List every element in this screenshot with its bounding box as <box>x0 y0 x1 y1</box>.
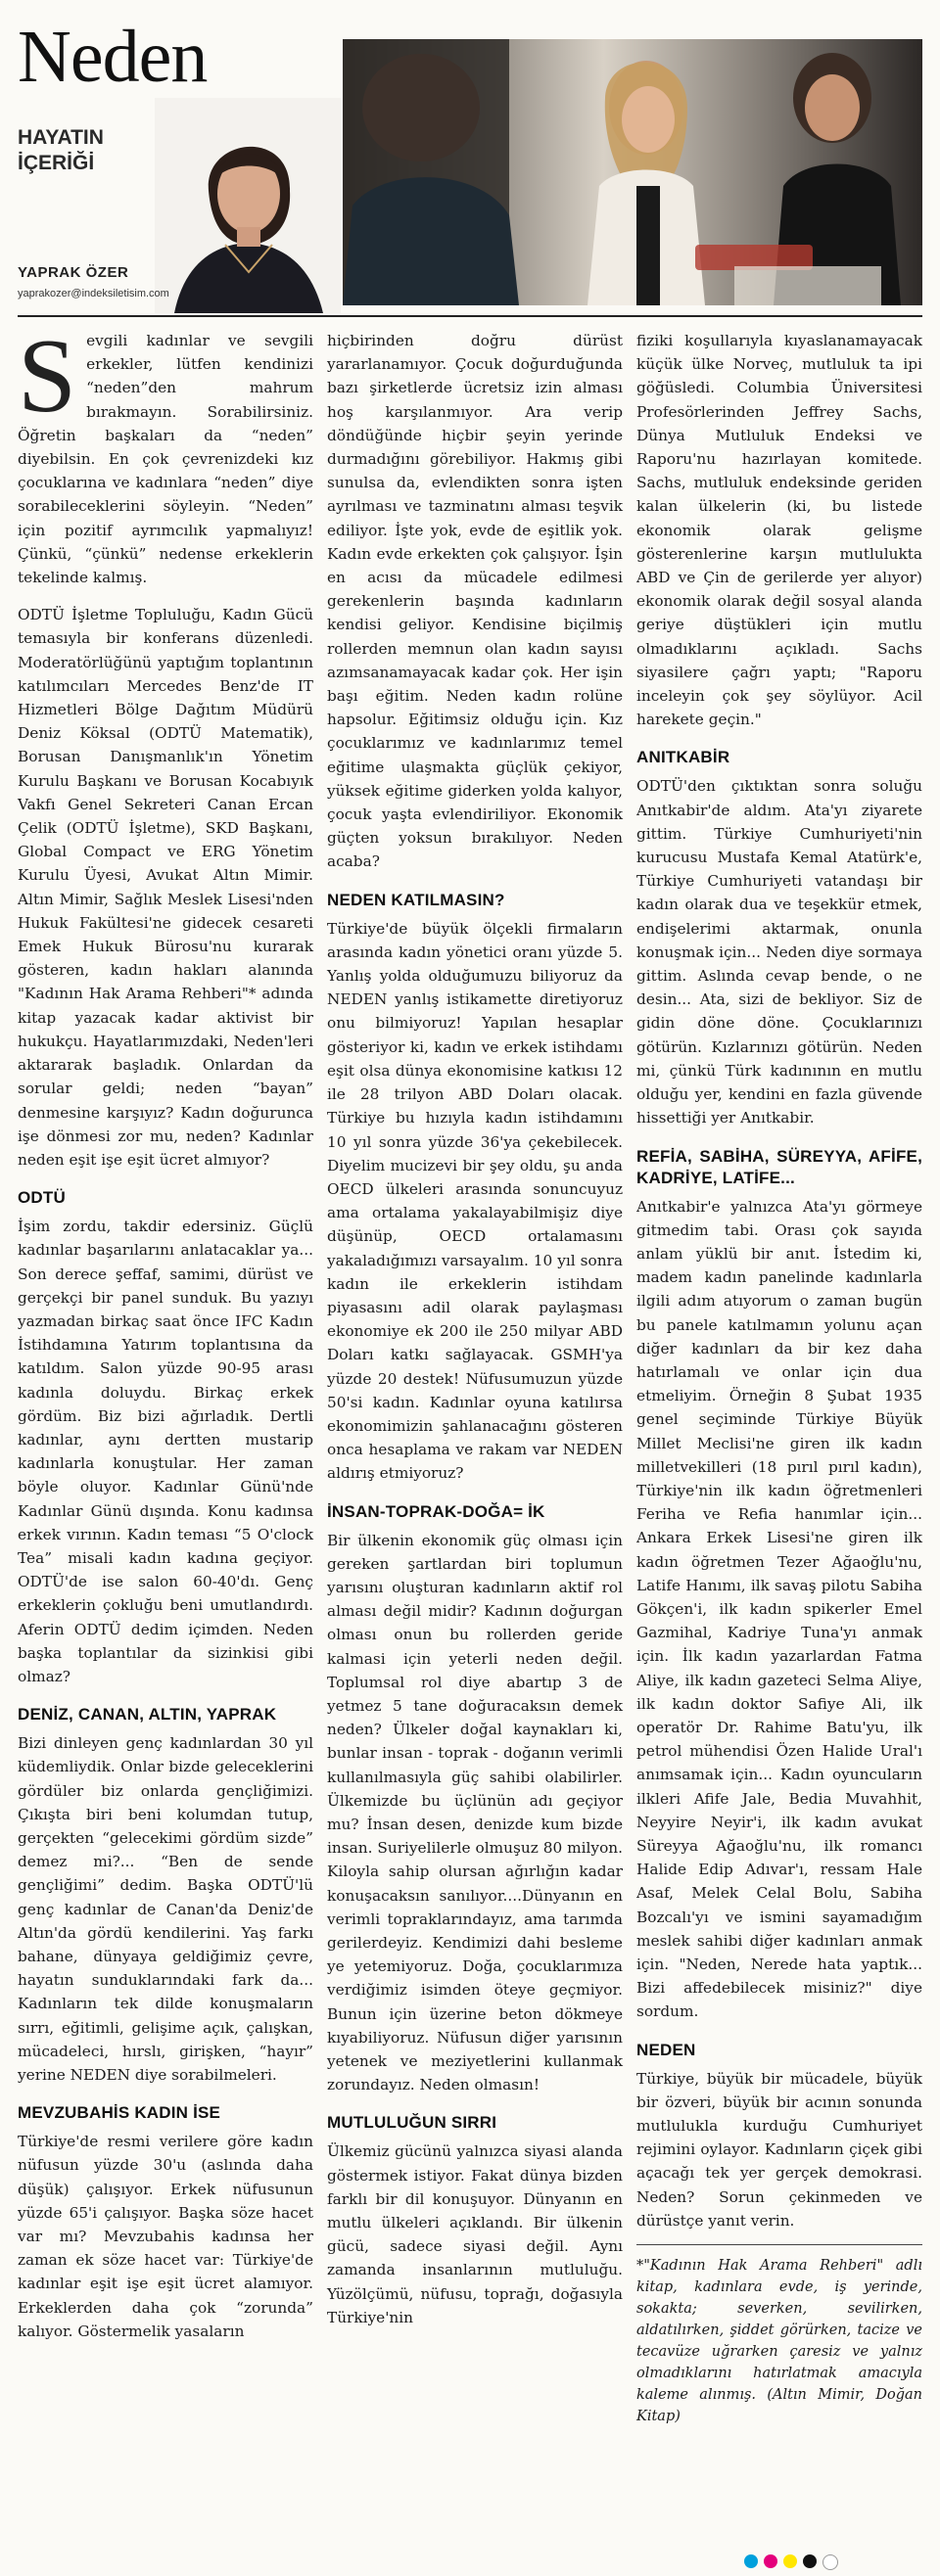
body-paragraph: ODTÜ'den çıktıktan sonra soluğu Anıtkabir'de aldım. Ata'yı ziyarete gittim. Türkiye Cumhuriyeti'nin kurucusu Mustafa Kemal Atatürk'e, Türkiye Cumhuriyeti vatandaşı bir kadın olarak dua ve teşekkür etmek, endişelerimi aktarmak, onunla konuşmak için... Neden diye sormaya gittim. Aslında cevap bende, o ne desin... Ata, sizi de bekliyor. Siz de gidin döne döne. Çocuklarınızı götürün. Kızlarınızı götürün. Neden mi, çünkü Türk kadınının en mutlu olduğu yer, kendini en fazla güvende hissettiği yer Anıtkabir. <box>636 777 922 1127</box>
section-heading-mutluluk: MUTLULUĞUN SIRRI <box>327 2113 497 2133</box>
author-email: yaprakozer@indeksiletisim.com <box>18 288 169 299</box>
author-portrait <box>155 98 341 313</box>
color-mark <box>764 2554 777 2568</box>
section-heading-names: DENİZ, CANAN, ALTIN, YAPRAK <box>18 1705 277 1725</box>
page-title: Neden <box>18 16 208 98</box>
footnote: *"Kadının Hak Arama Rehberi" adlı kitap, kadınlara evde, iş yerinde, sokakta; severken, sevilirken, aldatılırken, şiddet görürken, tacize ve tecavüze uğrarken çaresiz ve yalnız olmadıklarını hatırlatmak amacıyla kaleme alınmış. (Altın Mimir, Doğan Kitap) <box>636 2258 922 2425</box>
header-photo <box>343 39 922 305</box>
body-paragraph: fiziki koşullarıyla kıyaslanamayacak küçük ülke Norveç, mutluluk ta ipi göğüsledi. Columbia Üniversitesi Profesörlerinden Jeffrey Sachs, Dünya Mutluluk Endeksi ve Raporu'nu hazırlayan komitede. Sachs, mutluluk endeksinde geriden kalan ülkelerin (ki, bu listede ekonomik olarak gelişme gösterenlerine karşın mutluluktа ABD ve Çin de gerilerde yer alıyor) ekonomik olarak değil sosyal alanda geriye düştükleri için mutlu olmadıklarını açıkladı. Sachs siyasilere çağrı yaptı; "Raporu inceleyin çok şey söylüyor. Acil harekete geçin." <box>636 332 922 729</box>
color-mark <box>822 2554 838 2570</box>
column-name <box>18 125 104 176</box>
body-paragraph: hiçbirinden doğru dürüst yararlanamıyor. Çocuk doğurduğunda bazı şirketlerde ücretsiz izin alması hoş karşılanmıyor. Ara verip döndüğünde hiçbir şeyin yerinde durmadığını görebiliyor. Hakmış gibi sunulsa da, evlendikten sonra işten ayrılması ve tazminatını alması teşvik ediliyor. İşte yok, evde de eşitlik yok. Kadın evde erkekten çok çalışıyor. İşin en acısı da mücadele edilmesi gerekenlerin başında kadınların kendisi geliyor. Kendisine biçilmiş rollerden memnun olan kadın sayısı azımsanamayacak kadar çok. Her işin başı eğitim. Neden kadın rolüne hapsolur. Eğitimsiz olduğu için. Kız çocuklarımız ve kadınlarımız temel eğitime ulaşmakta güçlük çekiyor, yüksek eğitime giderken yolda kalıyor, çocuk yaşta evlendiriliyor. Ekonomik güçten yoksun bırakılıyor. Neden acaba? <box>327 332 623 871</box>
color-mark <box>803 2554 817 2568</box>
column-name-line1: HAYATIN <box>18 126 104 149</box>
section-heading-anitkabir: ANITKABİR <box>636 748 730 767</box>
section-heading-odtu: ODTÜ <box>18 1188 66 1208</box>
body-paragraph: Türkiye'de resmi verilere göre kadın nüfusun yüzde 30'u (aslında daha düşük) çalışıyor. Erkek nüfusunun yüzde 65'i çalışıyor. Başka söze hacet var mı? Mevzubahis kadınsa her zaman ek söze hacet var: Türkiye'de kadınlar eşit işe eşit ücret alamıyor. Erkeklerden daha çok “zorunda” kalıyor. Göstermelik yasaların <box>18 2133 313 2340</box>
body-paragraph: ODTÜ İşletme Topluluğu, Kadın Gücü temasıyla bir konferans düzenledi. Moderatörlüğünü yaptığım toplantının katılımcıları Mercedes Benz'de IT Hizmetleri Bölge Dağıtım Müdürü Deniz Köksal (ODTÜ Matematik), Borusan Danışmanlık'ın Yönetim Kurulu Başkanı ve Borusan Kocabıyık Vakfı Genel Sekreteri Canan Ercan Çelik (ODTÜ İşletme), SKD Başkanı, Global Compact ve ERG Yönetim Kurulu Üyesi, Avukat Altın Mimir. Altın Mimir, Sağlık Meslek Lisesi'nden Hukuk Fakültesi'ne gidecek cesareti Emek Hukuk Bürosu'nu kurarak gösteren, kadın hakları alanında "Kadının Hak Arama Rehberi"* adında kitap yazacak kadar aktivist bir hukukçu. Hayatlarımızdaki, Neden'leri aktararak başladık. Onlardan da sorular geldi; neden “bayan” denmesine karşıyız? Kadın doğurunca işe dönmesi zor mu, neden? Kadınlar neden eşit işe eşit ücret almıyor? <box>18 606 313 1169</box>
body-paragraph: Türkiye, büyük bir mücadele, büyük bir özveri, büyük bir acının sonunda mutlulukla kurduğu Cumhuriyet rejimini oylayor. Kadınların çiçek gibi açacağı tek yer gerçek demokrasi. Neden? Sorun çekinmeden ve dürüstçe yanıt verin. <box>636 2069 922 2230</box>
color-mark <box>783 2554 797 2568</box>
body-paragraph: İşim zordu, takdir edersiniz. Güçlü kadınlar başarılarını anlatacaklar ya... Son derece şeffaf, samimi, dürüst ve gerçekçi bir panel sunduk. Bu yazıyı yazmadan birkaç saat önce IFC Kadın İstihdamına Yatırım toplantısına da katıldım. Salon yüzde 90-95 arası kadınla doluydu. Birkaç erkek gördüm. Biz bizi ağırladık. Dertli kadınlar, aynı dertten mustarip kadınlarla konuştular. Her zaman böyle oluyor. Kadınlar Günü'nde Kadınlar Günü dışında. Konu kadınsa erkek vırının. Kadın teması “5 O'clock Tea” misali kadın kadına geçiyor. ODTÜ'de ise salon 60-40'dı. Genç erkeklerin çokluğu beni umutlandırdı. Aferin ODTÜ dedim içimden. Neden başka toplantılar da sizinkisi gibi olmaz? <box>18 1218 313 1685</box>
dropcap: S <box>18 318 77 435</box>
section-heading-insan-toprak-doga: İNSAN-TOPRAK-DOĞA= İK <box>327 1501 545 1521</box>
section-heading-women-names: REFİA, SABİHA, SÜREYYA, AFİFE, KADRİYE, LATİFE... <box>636 1146 922 1187</box>
article-column-3 <box>636 329 922 2427</box>
print-registration-marks <box>744 2554 838 2570</box>
column-name-line2: İÇERİĞİ <box>18 152 95 174</box>
section-heading-katilmasin: NEDEN KATILMASIN? <box>327 890 505 909</box>
body-paragraph: Ülkemiz gücünü yalnızca siyasi alanda göstermek istiyor. Fakat dünya bizden farklı bir dil konuşuyor. Dünyanın en mutlu ülkeleri açıklandı. Bir ülkenin gücü, sadece siyasi değil. Aynı zamanda insanlarının mutluluğu. Yüzölçümü, nüfusu, toprağı, doğasıyla Türkiye'nin <box>327 2142 623 2326</box>
section-heading-neden: NEDEN <box>636 2040 696 2059</box>
article-column-2 <box>327 329 623 2329</box>
header-divider <box>18 315 922 317</box>
footnote-divider <box>636 2244 922 2245</box>
body-paragraph: Bir ülkenin ekonomik güç olması için gereken şartlardan biri toplumun yarısını oluşturan kadınların aktif rol alması değil midir? Kadının doğurgan olması onun bu rollerden geride kalmasi için yeterli neden değil. Toplumsal rol diye abartıp 3 de yetmez 5 tane doğuracaksın demek neden? Ülkeler doğal kaynakları ki, bunlar insan - toprak - doğanın verimli kullanılmasıyla güç sahibi olabilirler. Ülkemizde bu üçlünün adı geçiyor mu? İnsan desen, denizde kum bizde insan. Suriyelilerle olmuşuz 80 milyon. Kiloyla sahip olursan ağırlığın kadar konuşacaksın sanılıyor....Dünyanın en verimli topraklarındayız, ama tarımda gerilerdeyiz. Kendimizi dahi besleme ye yetemiyoruz. Doğa, çocuklarımıza verdiğimiz isimden öteye geçmiyor. Bunun için üzerine beton dökmeye kıyabiliyoruz. Nüfusun diğer yarısının yetenek ve meziyetlerini kullanmak zorundayız. Neden olmasın! <box>327 1531 623 2094</box>
author-name: YAPRAK ÖZER <box>18 264 129 281</box>
color-mark <box>744 2554 758 2568</box>
intro-paragraph: Sevgili kadınlar ve sevgili erkekler, lütfen kendinizi “neden”den mahrum bırakmayın. Sorabilirsiniz. Öğretin başkaları da “neden” diyebilsin. En çok çevrenizdeki kız çocuklarına ve kadınlara “neden” diye sorabileceklerini söyleyin. “Neden” için pozitif ayrımcılık yapmalıyız! Çünkü, “çünkü” nedense erkeklerin tekelinde kalmış. <box>18 318 313 587</box>
section-heading-mevzubahis: MEVZUBAHİS KADIN İSE <box>18 2103 221 2123</box>
article-column-1 <box>18 318 313 2343</box>
body-paragraph: Anıtkabir'e yalnızca Ata'yı görmeye gitmedim tabi. Orası çok sayıda anlam yüklü bir anıt. İstedim ki, madem kadın panelinde kadınlarla ilgili adım atıyorum o zaman bugün bu panele katılmamın yolunu açan diğer kadınları da bir kez daha hatırlamalı ve onlar için dua etmeliyim. Örneğin 8 Şubat 1935 genel seçiminde Türkiye Büyük Millet Meclisi'ne giren ilk kadın milletvekilleri (18 pırıl pırıl kadın), Türkiye'nin ilk kadın öğretmenleri Feriha ve Refia hanımlar için... Ankara Erkek Lisesi'ne giren ilk kadın öğretmen Tezer Ağaoğlu'nu, Latife Hanımı, ilk savaş pilotu Sabiha Gökçen'i, ilk kadın spikerler Emel Gazmihal, Kadriye Tuna'yı anmak için. İlk kadın yazarlardan Fatma Aliye, ilk kadın gazeteci Selma Aliye, ilk kadın doktor Safiye Ali, ilk operatör Dr. Rahime Batu'yu, ilk petrol mühendisi Özen Halide Ural'ı anımsamak için... Kadın oyuncuların ilkleri Afife Jale, Bedia Muvahhit, Neyyire Neyir'i, ilk kadın avukat Süreyya Ağaoğlu'nu, ilk romancı Halide Edip Adıvar'ı, ressam Hale Asaf, Melek Celal Bolu, Sabiha Bozcalı'yı ve ismini sayamadığım meslek sahibi diğer kadınları anmak için. "Neden, Nerede hata yaptık... Bizi affedebilecek misiniz?" diye sordum. <box>636 1197 922 2021</box>
body-paragraph: Bizi dinleyen genç kadınlardan 30 yıl küdemliydik. Onlar bizde geleceklerini gördüler biz onlarda gençliğimizi. Çıkışta biri beni kolumdan tutup, gerçekten “gelecekimi gördüm sizde” demez mi?... “Ben de sende gençliğimi” dedim. Başka ODTÜ'lü genç kadınlar de Canan'da Deniz'de Altın'da gördü kendilerini. Yaş farkı bahane, dünyaya geldiğimiz çevre, hayatın sunduklarındaki fark da... Kadınların tek dilde konuşmaların sırrı, eğitimli, gelişime açık, çalışkan, mücadeleci, hırslı, girişken, “hayır” yerine NEDEN diye sorabilmeleri. <box>18 1734 313 2085</box>
body-paragraph: Türkiye'de büyük ölçekli firmaların arasında kadın yönetici oranı yüzde 5. Yanlış yolda olduğumuzu biliyoruz da NEDEN yanlış istikamette diretiyoruz onu bilmiyoruz! Yapılan hesaplar gösteriyor ki, kadın ve erkek istihdamı eşit olsa dünya ekonomisine katkısı 12 ile 28 trilyon ABD Doları olacak. Türkiye bu hızıyla kadın istihdamını 10 yıl sonra yüzde 36'ya çekebilecek. Diyelim mucizevi bir şey oldu, şu anda OECD ülkeleri arasında sonuncuyuz ama ortalama yakalayabilmişiz diye düşünüp, OECD ortalamasını yakaladığımızı varsayalım. 10 yıl sonra kadın ile erkeklerin istihdam piyasasını adil olarak paylaşması ekonomiye ek 200 ile 250 milyar ABD Doları katkı sağlayacak. GSMH'ya yüzde 20 destek! Nüfusumuzun yüzde 50'si kadın. Kadınlar oyuna katılırsa ekonomimizin şahlanacağını gösteren onca hesaplama ve rakam var NEDEN aldırış etmiyoruz? <box>327 919 623 1483</box>
